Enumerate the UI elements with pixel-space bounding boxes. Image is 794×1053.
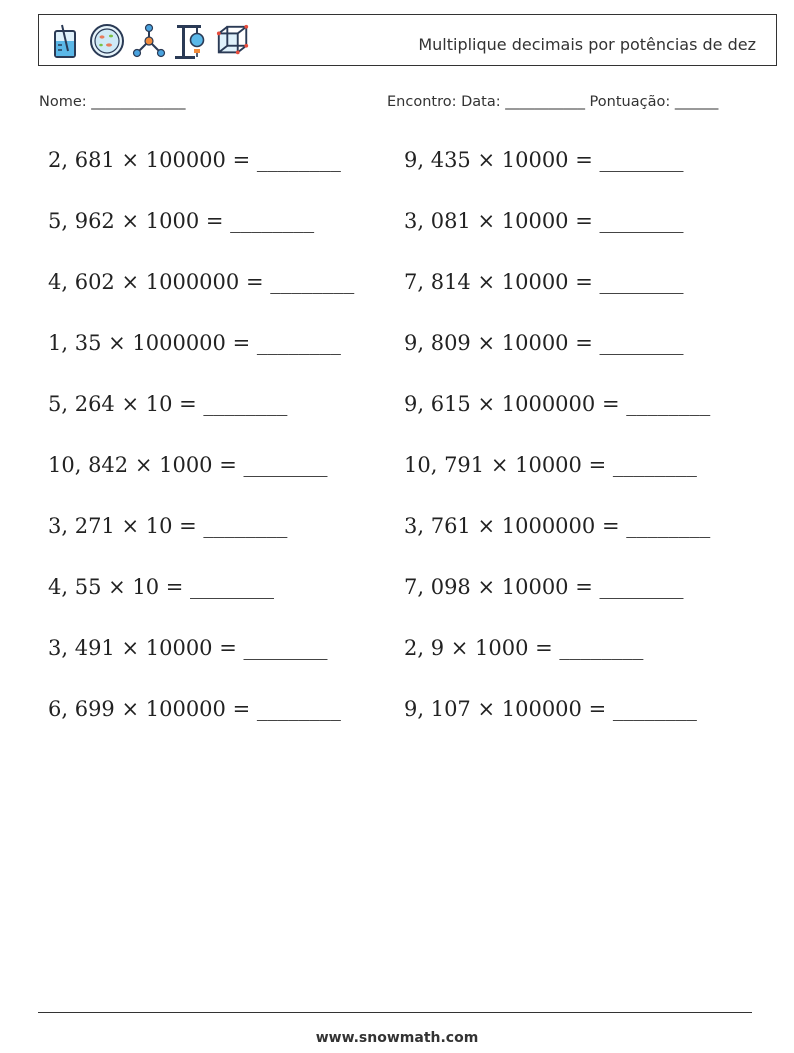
worksheet-title: Multiplique decimais por potências de dez [418,35,756,54]
problem: 9, 615 × 1000000 = ________ [404,392,711,416]
problem: 3, 491 × 10000 = ________ [48,636,328,660]
problem: 5, 962 × 1000 = ________ [48,209,315,233]
problem: 2, 9 × 1000 = ________ [404,636,644,660]
problem: 10, 791 × 10000 = ________ [404,453,697,477]
problem: 9, 107 × 100000 = ________ [404,697,697,721]
problem: 3, 081 × 10000 = ________ [404,209,684,233]
problem: 1, 35 × 1000000 = ________ [48,331,341,355]
problem: 7, 098 × 10000 = ________ [404,575,684,599]
problem: 10, 842 × 1000 = ________ [48,453,328,477]
problem: 2, 681 × 100000 = ________ [48,148,341,172]
problem: 3, 761 × 1000000 = ________ [404,514,711,538]
footer-url: www.snowmath.com [315,1030,479,1046]
problem: 6, 699 × 100000 = ________ [48,697,341,721]
footer-divider [38,1012,752,1013]
problem: 5, 264 × 10 = ________ [48,392,288,416]
problem: 7, 814 × 10000 = ________ [404,270,684,294]
name-field: Nome: _____________ [39,94,186,110]
problem: 9, 809 × 10000 = ________ [404,331,684,355]
date-score-field: Encontro: Data: ___________ Pontuação: ______ [387,94,719,110]
problem: 4, 602 × 1000000 = ________ [48,270,355,294]
problem: 9, 435 × 10000 = ________ [404,148,684,172]
problem: 3, 271 × 10 = ________ [48,514,288,538]
problem: 4, 55 × 10 = ________ [48,575,275,599]
